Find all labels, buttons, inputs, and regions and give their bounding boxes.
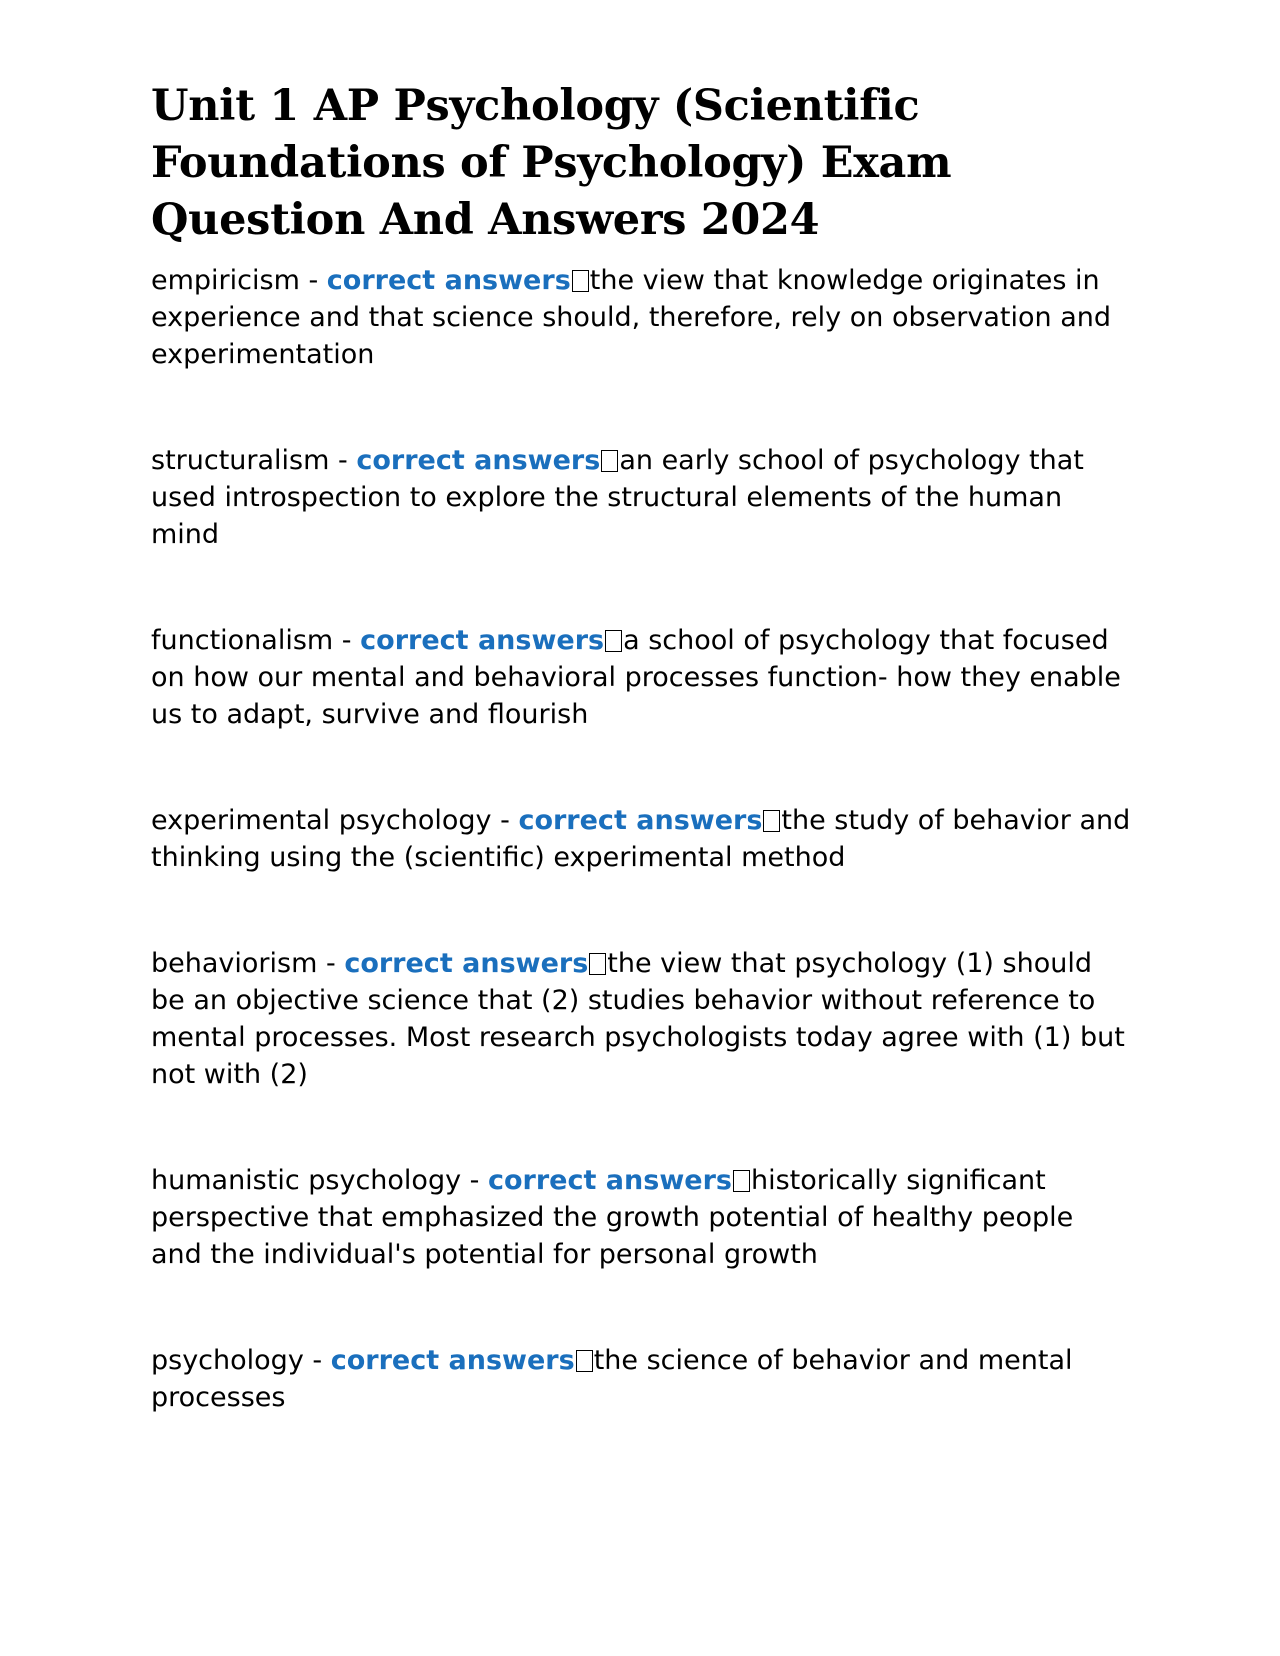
qa-term: structuralism [151, 445, 330, 476]
qa-term: humanistic psychology [151, 1165, 462, 1196]
qa-entry-experimental-psychology [151, 802, 1131, 876]
qa-definition: the study of behavior and thinking using the (scientific) experimental method [151, 805, 1131, 873]
qa-entry-psychology [151, 1342, 1131, 1416]
correct-answers-label: correct answers [330, 1345, 575, 1376]
qa-definition: a school of psychology that focused on how our mental and behavioral processes function- how they enable us to adapt, survive and flourish [151, 625, 1121, 730]
missing-glyph-box-icon [605, 630, 622, 652]
correct-answers-label: correct answers [360, 625, 605, 656]
qa-separator: - [491, 805, 519, 836]
missing-glyph-box-icon [589, 953, 606, 975]
qa-definition: historically significant perspective that emphasized the growth potential of healthy people and the individual's potential for personal growth [151, 1165, 1074, 1270]
qa-entry-empiricism [151, 262, 1131, 373]
qa-separator: - [333, 625, 361, 656]
qa-entry-behaviorism [151, 945, 1131, 1093]
qa-definition: the science of behavior and mental processes [151, 1345, 1073, 1413]
missing-glyph-box-icon [601, 450, 618, 472]
missing-glyph-box-icon [763, 810, 780, 832]
qa-term: functionalism [151, 625, 334, 656]
correct-answers-label: correct answers [356, 445, 601, 476]
qa-definition: the view that knowledge originates in experience and that science should, therefore, rely on observation and experimentation [151, 265, 1112, 370]
qa-separator: - [299, 265, 327, 296]
qa-entry-structuralism [151, 442, 1131, 553]
qa-definition: the view that psychology (1) should be an objective science that (2) studies behavior without reference to mental processes. Most research psychologists today agree with (1) but not with (2) [151, 948, 1125, 1090]
missing-glyph-box-icon [572, 270, 589, 292]
qa-entry-functionalism [151, 622, 1131, 733]
qa-separator: - [303, 1345, 331, 1376]
correct-answers-label: correct answers [518, 805, 763, 836]
correct-answers-label: correct answers [488, 1165, 732, 1196]
missing-glyph-box-icon [576, 1350, 593, 1372]
qa-entry-humanistic-psychology [151, 1162, 1131, 1273]
qa-term: experimental psychology [151, 805, 492, 836]
qa-list [151, 262, 1131, 1416]
correct-answers-label: correct answers [344, 948, 589, 979]
qa-definition: an early school of psychology that used introspection to explore the structural elements of the human mind [151, 445, 1084, 550]
missing-glyph-box-icon [733, 1170, 750, 1192]
qa-separator: - [317, 948, 345, 979]
qa-separator: - [329, 445, 357, 476]
document-content [151, 78, 1131, 1485]
qa-separator: - [461, 1165, 488, 1196]
qa-term: behaviorism [151, 948, 318, 979]
qa-term: empiricism [151, 265, 300, 296]
document-title: Unit 1 AP Psychology (Scientific Foundations of Psychology) Exam Question And Answers 2024 [151, 81, 952, 245]
qa-term: psychology [151, 1345, 304, 1376]
correct-answers-label: correct answers [326, 265, 571, 296]
